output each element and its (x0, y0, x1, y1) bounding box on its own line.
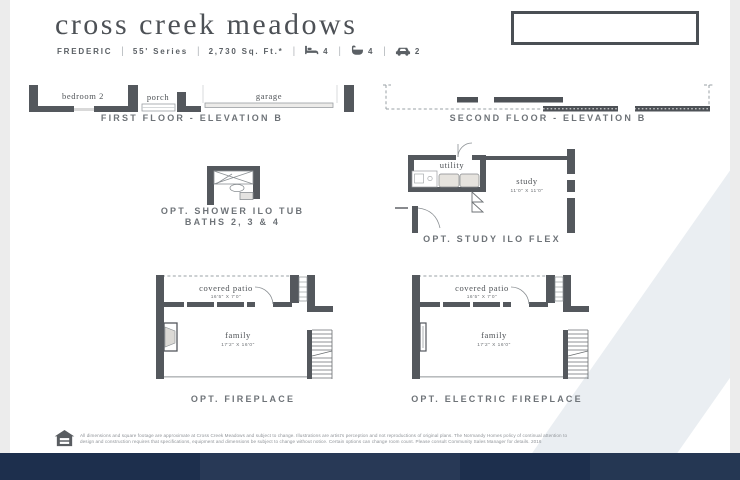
room-label-porch: porch (146, 92, 170, 102)
shelf-detail (555, 277, 563, 301)
shelf-detail (299, 277, 307, 301)
room-label-study: study (516, 176, 538, 186)
caption-first-floor: FIRST FLOOR - ELEVATION B (100, 113, 284, 123)
disclaimer-line1: All dimensions and square footage are approximate at Cross Creek Meadows and subject to change. Illustrations are artist's perception and not reproductions of original plans. The Normandy Homes policy of continual attention to (80, 433, 568, 438)
room-dims-patio: 16'5" X 7'0" (210, 295, 242, 300)
beds-count: 4 (323, 47, 330, 56)
bottom-wall-line (420, 376, 563, 378)
room-label-utility: utility (439, 160, 465, 170)
room-label-family: family (481, 330, 507, 340)
room-label-bedroom2: bedroom 2 (62, 91, 104, 101)
caption-opt-fireplace: OPT. FIREPLACE (190, 394, 296, 404)
opt-fireplace-plan (148, 266, 338, 388)
disclaimer-line2: design and construction requires that specifications, equipment and dimensions be subject to change without notice. Certain options can change room count. Please consult Community Sales Manager for details. 2016 (80, 439, 542, 445)
toilet (230, 184, 253, 199)
door-arc (418, 208, 440, 228)
room-label-patio: covered patio (199, 283, 253, 293)
caption-opt-shower (140, 206, 325, 228)
room-dims-patio: 16'5" X 7'0" (466, 295, 498, 300)
garage-door (205, 103, 333, 108)
room-label-patio: covered patio (455, 283, 509, 293)
cars-count: 2 (414, 47, 422, 56)
room-dims-family: 17'2" X 16'0" (477, 343, 511, 348)
caption-opt-study: OPT. STUDY ILO FLEX (423, 234, 561, 244)
opt-electric-fireplace-plan (404, 266, 594, 388)
stairs (307, 330, 332, 379)
equal-housing-icon (54, 430, 75, 452)
second-floor-plan (383, 81, 713, 115)
room-dims-family: 17'2" X 16'0" (221, 343, 255, 348)
electric-fireplace (420, 323, 426, 351)
bottom-brand-bar (0, 453, 740, 480)
caption-opt-electric-fireplace: OPT. ELECTRIC FIREPLACE (411, 394, 583, 404)
bath-icon (350, 45, 364, 58)
caption-second-floor: SECOND FLOOR - ELEVATION B (449, 113, 647, 123)
walls (408, 149, 575, 233)
opt-shower-plan (202, 155, 266, 207)
bottom-wall-line (164, 376, 307, 378)
plan-name: FREDERIC (57, 47, 113, 56)
bed-icon (304, 45, 319, 58)
caption-line2: BATHS 2, 3 & 4 (184, 217, 281, 227)
car-icon (395, 45, 411, 58)
bar-sheen (590, 453, 740, 480)
page-title: cross creek meadows (55, 8, 358, 41)
plan-specs-row (57, 45, 421, 58)
series-label: 55' Series (132, 47, 188, 56)
patio-door-arc (255, 287, 273, 304)
separator: | (196, 46, 200, 57)
room-label-family: family (225, 330, 251, 340)
opt-study-plan (395, 140, 595, 235)
room-label-garage: garage (255, 91, 283, 101)
separator: | (338, 46, 342, 57)
caption-line1: OPT. SHOWER ILO TUB (160, 206, 305, 216)
bar-sheen (200, 453, 460, 480)
room-dims-study: 11'0" X 11'0" (510, 189, 544, 194)
community-logo-box (511, 11, 699, 45)
separator: | (383, 46, 386, 57)
sqft-label: 2,730 Sq. Ft.* (208, 47, 284, 56)
disclaimer (80, 433, 728, 446)
baths-count: 4 (368, 47, 375, 56)
bifold-door (472, 192, 483, 212)
fireplace (164, 323, 177, 351)
laundry-fixtures (412, 171, 479, 187)
shower-stall (214, 171, 253, 184)
separator: | (121, 46, 124, 57)
patio-door-arc (511, 287, 529, 304)
window-gap (74, 108, 94, 111)
door-arc (458, 143, 472, 157)
separator: | (292, 46, 296, 57)
stairs (563, 330, 588, 379)
